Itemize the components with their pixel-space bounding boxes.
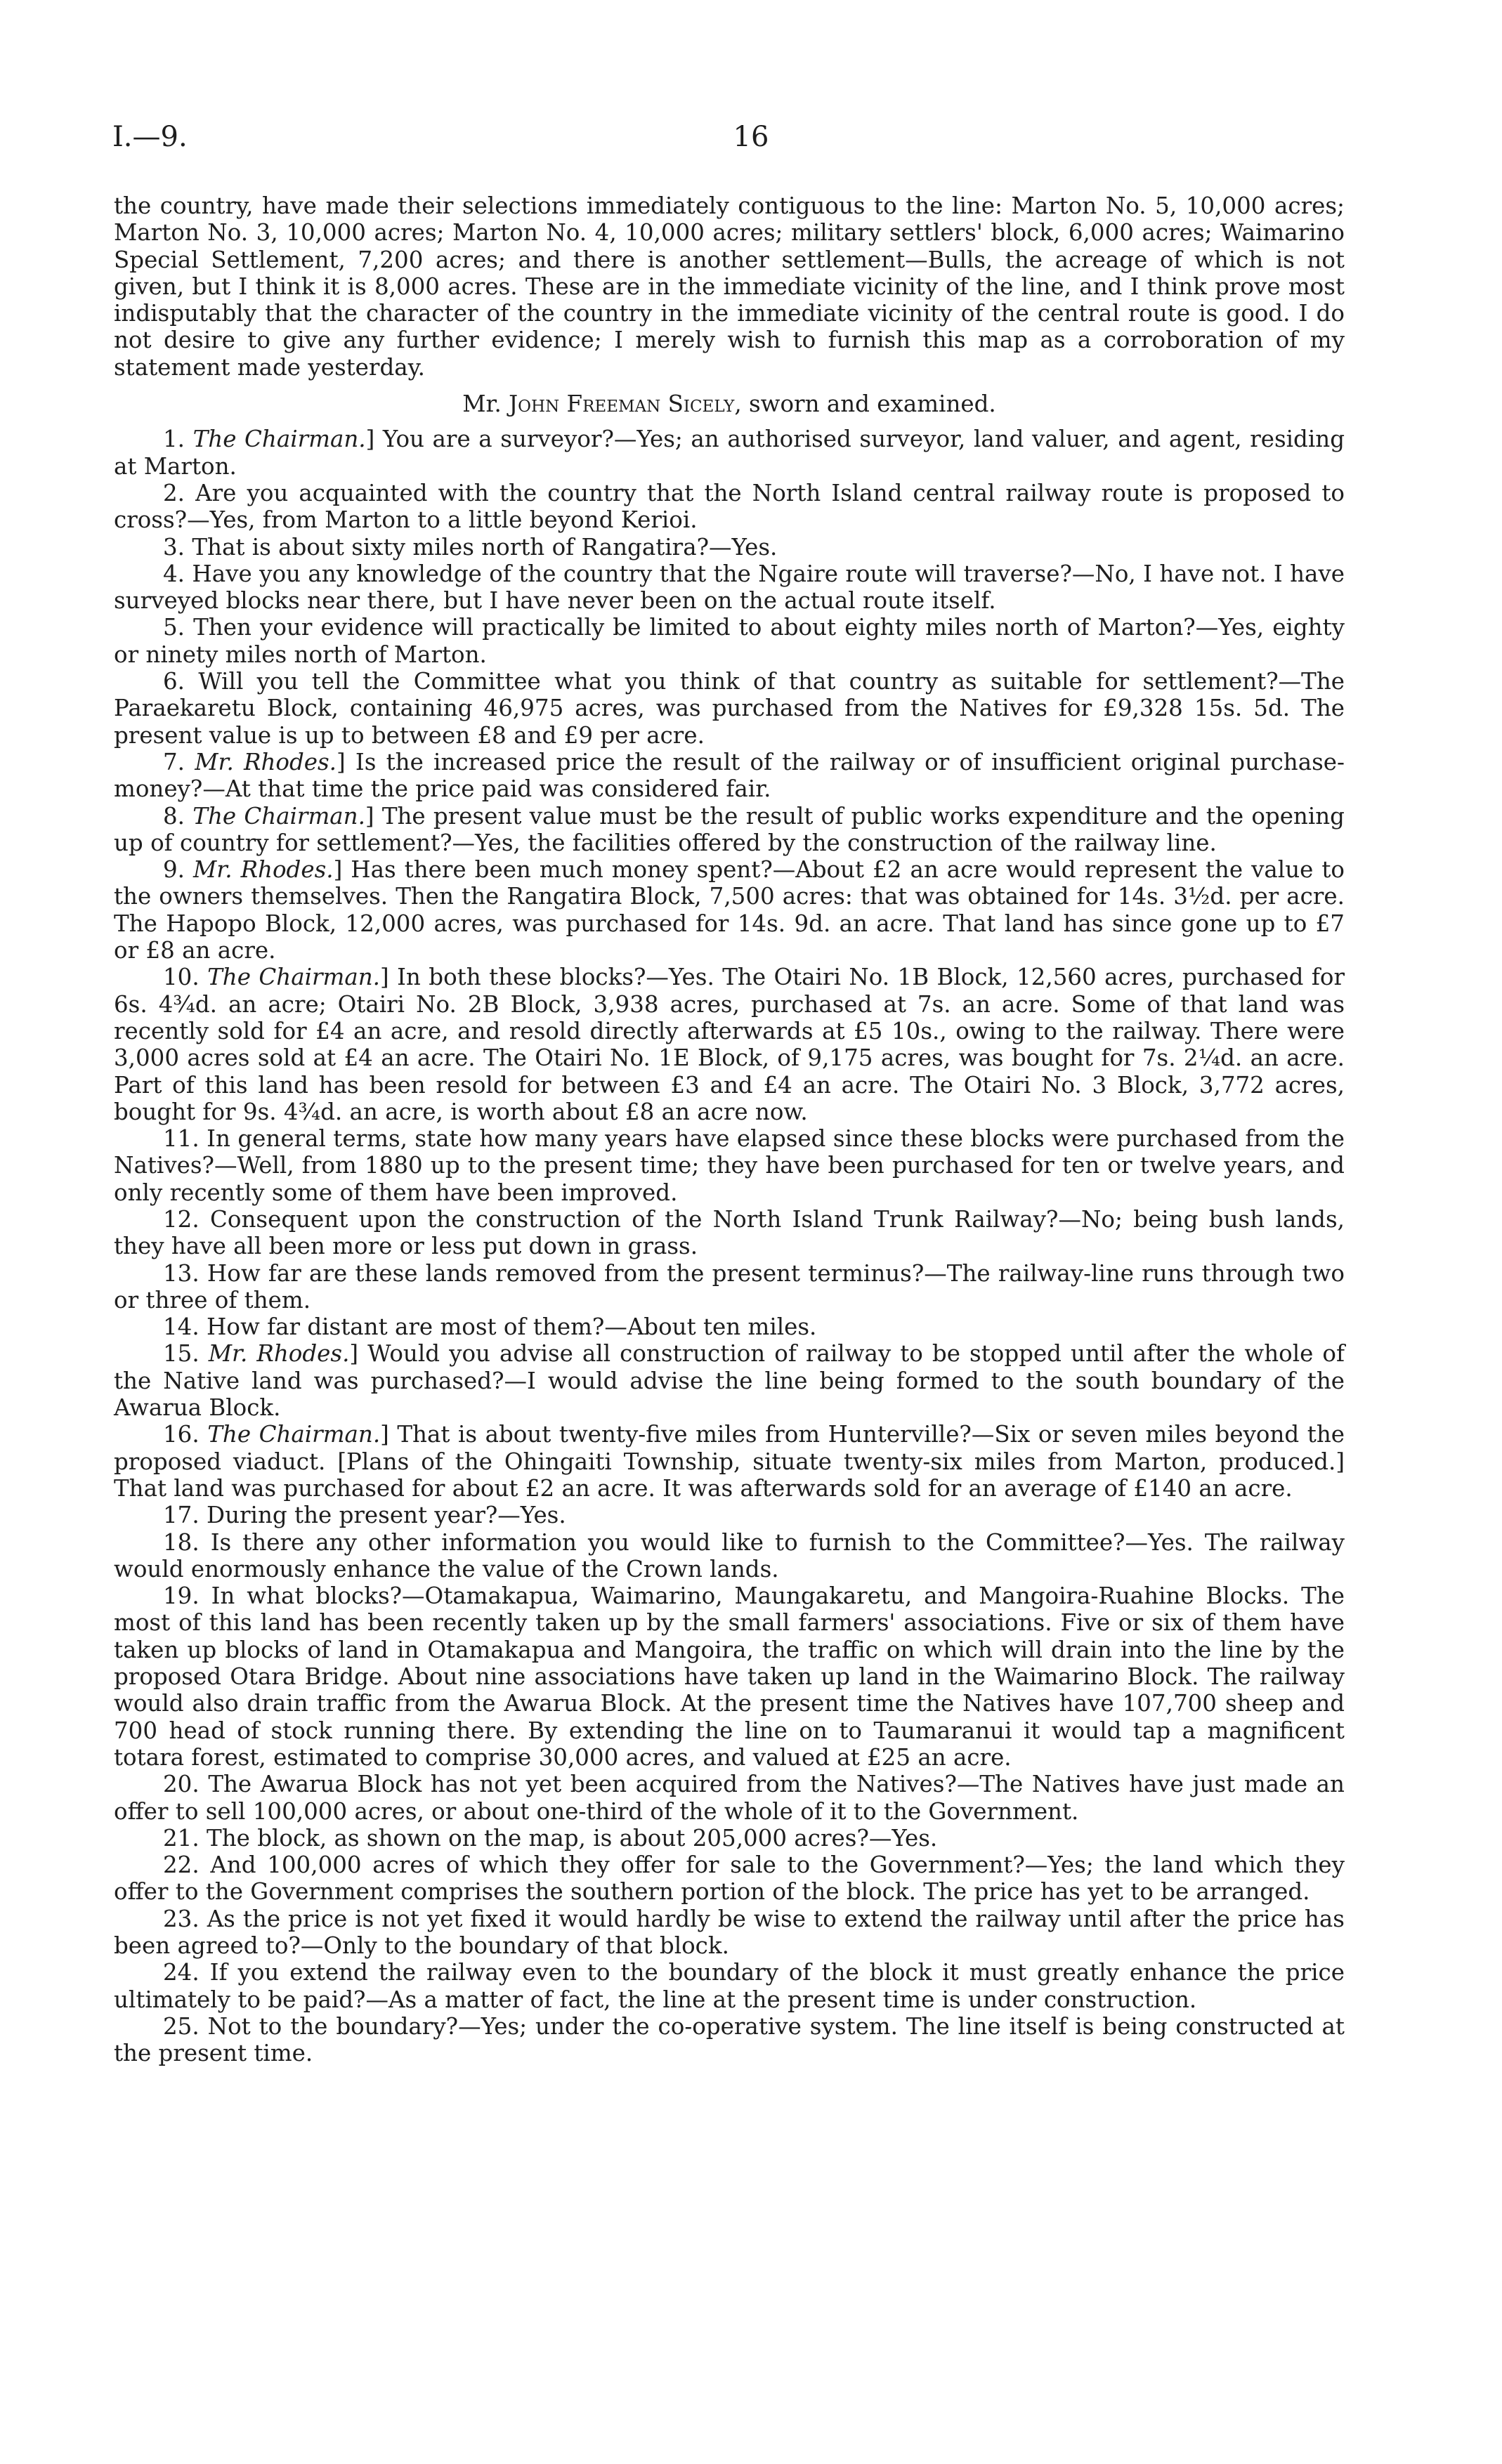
question-text: Will you tell the Committee what you think of that country as suitable for settlement?—The Paraekaretu Block, containing 46,975 acres, was purchased from the Natives for £9,328 15s. 5d. The present value is up to between £8 and £9 per acre.: [114, 668, 1345, 749]
question-number: 17.: [163, 1502, 200, 1529]
question-paragraph: [114, 1906, 1345, 1960]
question-paragraph: [114, 1421, 1345, 1502]
question-paragraph: [114, 1260, 1345, 1314]
question-text: If you extend the railway even to the boundary of the block it must greatly enhance the price ultimately to be paid?—As a matter of fact, the line at the present time is under construction.: [114, 1959, 1345, 2013]
question-paragraph: [114, 1852, 1345, 1906]
question-text: The Awarua Block has not yet been acquired from the Natives?—The Natives have just made an offer to sell 100,000 acres, or about one-third of the whole of it to the Government.: [114, 1771, 1345, 1825]
question-paragraph: [114, 561, 1345, 615]
question-number: 14.: [163, 1313, 200, 1341]
question-paragraph: [114, 1529, 1345, 1583]
question-text: How far are these lands removed from the present terminus?—The railway-line runs through two or three of them.: [114, 1259, 1345, 1313]
question-number: 18.: [163, 1528, 200, 1556]
question-number: 22.: [163, 1852, 200, 1879]
question-number: 15.: [163, 1340, 200, 1368]
question-number: 4.: [163, 560, 185, 587]
question-text: ] You are a surveyor?—Yes; an authorised surveyor, land valuer, and agent, residing at Marton.: [114, 426, 1345, 480]
question-paragraph: [114, 803, 1345, 857]
question-paragraph: [114, 534, 1345, 561]
speaker: The Chairman.: [192, 426, 366, 453]
question-number: 13.: [163, 1259, 200, 1287]
question-text: Not to the boundary?—Yes; under the co-operative system. The line itself is being constructed at the present time.: [114, 2012, 1345, 2067]
question-number: 9.: [163, 856, 185, 884]
question-number: 11.: [163, 1125, 200, 1153]
question-text: ] The present value must be the result of public works expenditure and the opening up of country for settlement?—Yes, the facilities offered by the construction of the railway line.: [114, 802, 1345, 856]
witness-name: John Freeman Sicely: [509, 391, 735, 418]
paper-reference: I.—9.: [112, 121, 188, 153]
question-paragraph: [114, 1340, 1345, 1421]
question-text: Consequent upon the construction of the North Island Trunk Railway?—No; being bush lands, they have all been more or less put down in grass.: [114, 1205, 1345, 1260]
question-text: ] Is the increased price the result of the railway or of insufficient original purchase-money?—At that time the price paid was considered fair.: [114, 748, 1345, 803]
question-number: 25.: [163, 2012, 200, 2040]
question-number: 6.: [163, 668, 185, 695]
question-paragraph: [114, 856, 1345, 964]
question-text: How far distant are most of them?—About ten miles.: [207, 1313, 817, 1341]
question-text: Have you any knowledge of the country that the Ngaire route will traverse?—No, I have not. I have surveyed blocks near there, but I have never been on the actual route itself.: [114, 560, 1345, 615]
question-paragraph: [114, 1825, 1345, 1852]
question-number: 20.: [163, 1771, 200, 1798]
question-text: ] Would you advise all construction of railway to be stopped until after the whole of the Native land was purchased?—I would advise the line being formed to the south boundary of the Awarua Block.: [114, 1340, 1345, 1422]
question-paragraph: [114, 614, 1345, 668]
question-text: As the price is not yet fixed it would hardly be wise to extend the railway until after the price has been agreed to?—Only to the boundary of that block.: [114, 1905, 1345, 1959]
question-number: 12.: [163, 1205, 200, 1233]
speaker: The Chairman.: [192, 802, 365, 830]
question-paragraph: [114, 1771, 1345, 1825]
question-text: In what blocks?—Otamakapua, Waimarino, Maungakaretu, and Mangoira-Ruahine Blocks. The most of this land has been recently taken up by the small farmers' associations. Five or six of them have taken up blocks of land in Otamakapua and Mangoira, the traffic on which will drain into the line by the proposed Otara Bridge. About nine associations have taken up land in the Waimarino Block. The railway would also drain traffic from the Awarua Block. At the present time the Natives have 107,700 sheep and 700 head of stock running there. By extending the line on to Taumaranui it would tap a magnificent totara forest, estimated to comprise 30,000 acres, and valued at £25 an acre.: [114, 1582, 1345, 1771]
question-paragraph: [114, 1206, 1345, 1260]
question-paragraph: [114, 1959, 1345, 2013]
question-paragraph: [114, 1125, 1345, 1206]
question-text: Is there any other information you would like to furnish to the Committee?—Yes. The railway would enormously enhance the value of the Crown lands.: [114, 1528, 1345, 1582]
question-text: ] In both these blocks?—Yes. The Otairi No. 1B Block, 12,560 acres, purchased for 6s. 4¾d. an acre; Otairi No. 2B Block, 3,938 acres, purchased at 7s. an acre. Some of that land was recently sold for £4 an acre, and resold directly afterwards at £5 10s., owing to the railway. There were 3,000 acres sold at £4 an acre. The Otairi No. 1E Block, of 9,175 acres, was bought for 7s. 2¼d. an acre. Part of this land has been resold for between £3 and £4 an acre. The Otairi No. 3 Block, 3,772 acres, bought for 9s. 4¾d. an acre, is worth about £8 an acre now.: [114, 964, 1345, 1125]
question-number: 21.: [163, 1824, 200, 1852]
questions-list: [114, 426, 1345, 2066]
question-text: And 100,000 acres of which they offer for sale to the Government?—Yes; the land which they offer to the Government comprises the southern portion of the block. The price has yet to be arranged.: [114, 1852, 1345, 1906]
witness-suffix: , sworn and examined.: [734, 391, 996, 418]
question-number: 10.: [163, 964, 200, 991]
question-number: 2.: [163, 479, 185, 506]
question-paragraph: [114, 2013, 1345, 2067]
question-paragraph: [114, 480, 1345, 534]
question-text: Then your evidence will practically be limited to about eighty miles north of Marton?—Yes, eighty or ninety miles north of Marton.: [114, 614, 1345, 668]
question-number: 19.: [163, 1582, 200, 1610]
question-paragraph: [114, 1502, 1345, 1528]
question-text: Are you acquainted with the country that the North Island central railway route is proposed to cross?—Yes, from Marton to a little beyond Kerioi.: [114, 479, 1345, 534]
question-paragraph: [114, 749, 1345, 803]
question-number: 8.: [163, 802, 185, 830]
question-paragraph: [114, 1313, 1345, 1340]
witness-prefix: Mr.: [462, 391, 509, 418]
speaker: The Chairman.: [207, 964, 380, 991]
question-number: 1.: [163, 426, 185, 453]
witness-heading: [114, 391, 1345, 417]
speaker: Mr. Rhodes.: [208, 1340, 350, 1368]
question-text: ] That is about twenty-five miles from Hunterville?—Six or seven miles beyond the proposed viaduct. [Plans of the Ohingaiti Township, situate twenty-six miles from Marton, produced.] That land was purchased for about £2 an acre. It was afterwards sold for an average of £140 an acre.: [114, 1421, 1345, 1502]
question-number: 7.: [163, 748, 185, 775]
question-number: 24.: [163, 1959, 200, 1986]
page-header: [112, 121, 1390, 163]
speaker: Mr. Rhodes.: [193, 856, 334, 884]
question-number: 5.: [163, 614, 185, 641]
question-paragraph: [114, 964, 1345, 1125]
question-text: That is about sixty miles north of Rangatira?—Yes.: [192, 533, 778, 561]
question-paragraph: [114, 668, 1345, 749]
question-number: 3.: [163, 533, 185, 561]
speaker: The Chairman.: [207, 1421, 381, 1448]
question-text: ] Has there been much money spent?—About £2 an acre would represent the value to the owners themselves. Then the Rangatira Block, 7,500 acres: that was obtained for 14s. 3½d. per acre. The Hapopo Block, 12,000 acres, was purchased for 14s. 9d. an acre. That land has since gone up to £7 or £8 an acre.: [114, 856, 1345, 964]
question-paragraph: [114, 1582, 1345, 1771]
intro-paragraph: the country, have made their selections immediately contiguous to the line: Marton No. 5, 10,000 acres; Marton No. 3, 10,000 acres; Marton No. 4, 10,000 acres; military settlers' block, 6,000 acres; Waimarino Special Settlement, 7,200 acres; and there is another settlement—Bulls, the acreage of which is not given, but I think it is 8,000 acres. These are in the immediate vicinity of the line, and I think prove most indisputably that the character of the country in the immediate vicinity of the central route is good. I do not desire to give any further evidence; I merely wish to furnish this map as a corroboration of my statement made yesterday.: [114, 192, 1345, 381]
speaker: Mr. Rhodes.: [195, 748, 337, 775]
question-text: In general terms, state how many years have elapsed since these blocks were purchased from the Natives?—Well, from 1880 up to the present time; they have been purchased for ten or twelve years, and only recently some of them have been improved.: [114, 1125, 1345, 1206]
body-text: [114, 192, 1345, 2066]
question-text: During the present year?—Yes.: [207, 1502, 566, 1529]
question-paragraph: [114, 426, 1345, 480]
page-number: 16: [733, 121, 769, 153]
question-number: 16.: [163, 1421, 200, 1448]
question-number: 23.: [163, 1905, 200, 1932]
question-text: The block, as shown on the map, is about 205,000 acres?—Yes.: [207, 1824, 938, 1852]
